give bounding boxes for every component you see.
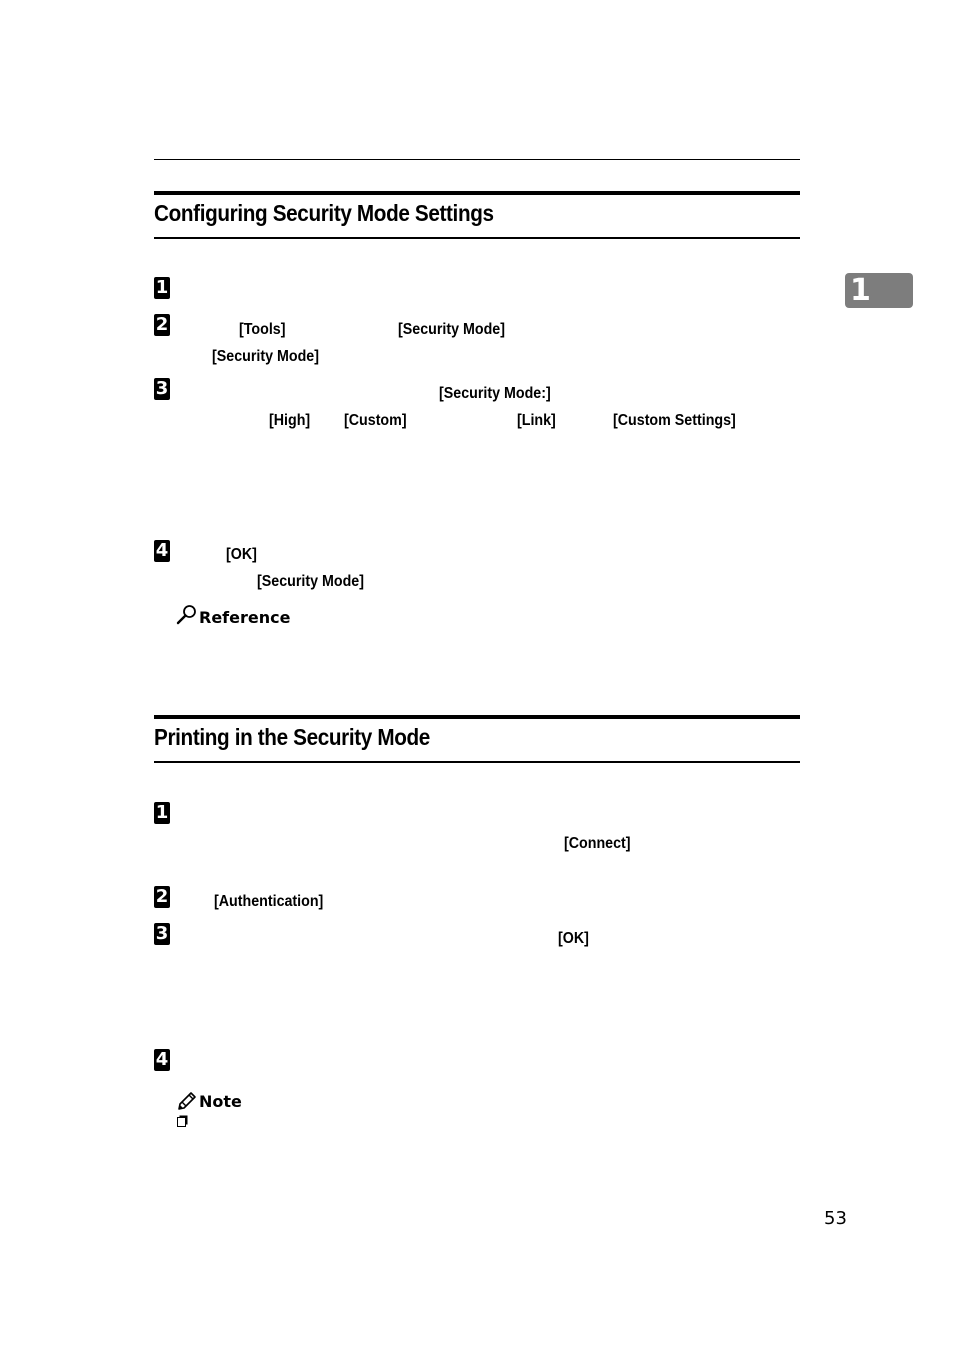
reference-heading: Reference xyxy=(199,608,291,627)
key-tools: [Tools] xyxy=(239,321,286,338)
section2-bottom-rule xyxy=(154,761,800,763)
key-ok: [OK] xyxy=(558,930,589,947)
key-ok: [OK] xyxy=(226,546,257,563)
section1-title: Configuring Security Mode Settings xyxy=(154,200,494,226)
chapter-tab: 1 xyxy=(845,273,913,308)
key-custom: [Custom] xyxy=(344,412,407,429)
key-link: [Link] xyxy=(517,412,556,429)
page-number: 53 xyxy=(824,1208,847,1229)
section2-top-rule xyxy=(154,715,800,719)
note-heading: Note xyxy=(199,1092,242,1111)
key-high: [High] xyxy=(269,412,311,429)
key-authentication: [Authentication] xyxy=(214,893,324,910)
key-security-mode: [Security Mode] xyxy=(212,348,319,365)
key-security-mode: [Security Mode] xyxy=(398,321,505,338)
checkbox-bullet-icon xyxy=(177,1117,186,1127)
section2-step-number: 3 xyxy=(155,923,169,944)
key-custom-settings: [Custom Settings] xyxy=(613,412,736,429)
header-rule xyxy=(154,159,800,160)
section2-step-number: 1 xyxy=(155,802,169,823)
section1-bottom-rule xyxy=(154,237,800,239)
key-security-mode-setting: [Security Mode:] xyxy=(439,385,551,402)
section1-step-number: 3 xyxy=(155,378,169,399)
section2-step-number: 2 xyxy=(155,886,169,907)
pencil-icon xyxy=(176,1090,198,1110)
magnifier-icon xyxy=(176,604,198,626)
section1-top-rule xyxy=(154,191,800,195)
section1-step-number: 2 xyxy=(155,314,169,335)
section1-step-number: 4 xyxy=(155,540,169,561)
key-security-mode: [Security Mode] xyxy=(257,573,364,590)
section2-title: Printing in the Security Mode xyxy=(154,724,430,750)
section1-step-number: 1 xyxy=(155,277,169,298)
section2-step-number: 4 xyxy=(155,1049,169,1070)
key-connect: [Connect] xyxy=(564,835,631,852)
